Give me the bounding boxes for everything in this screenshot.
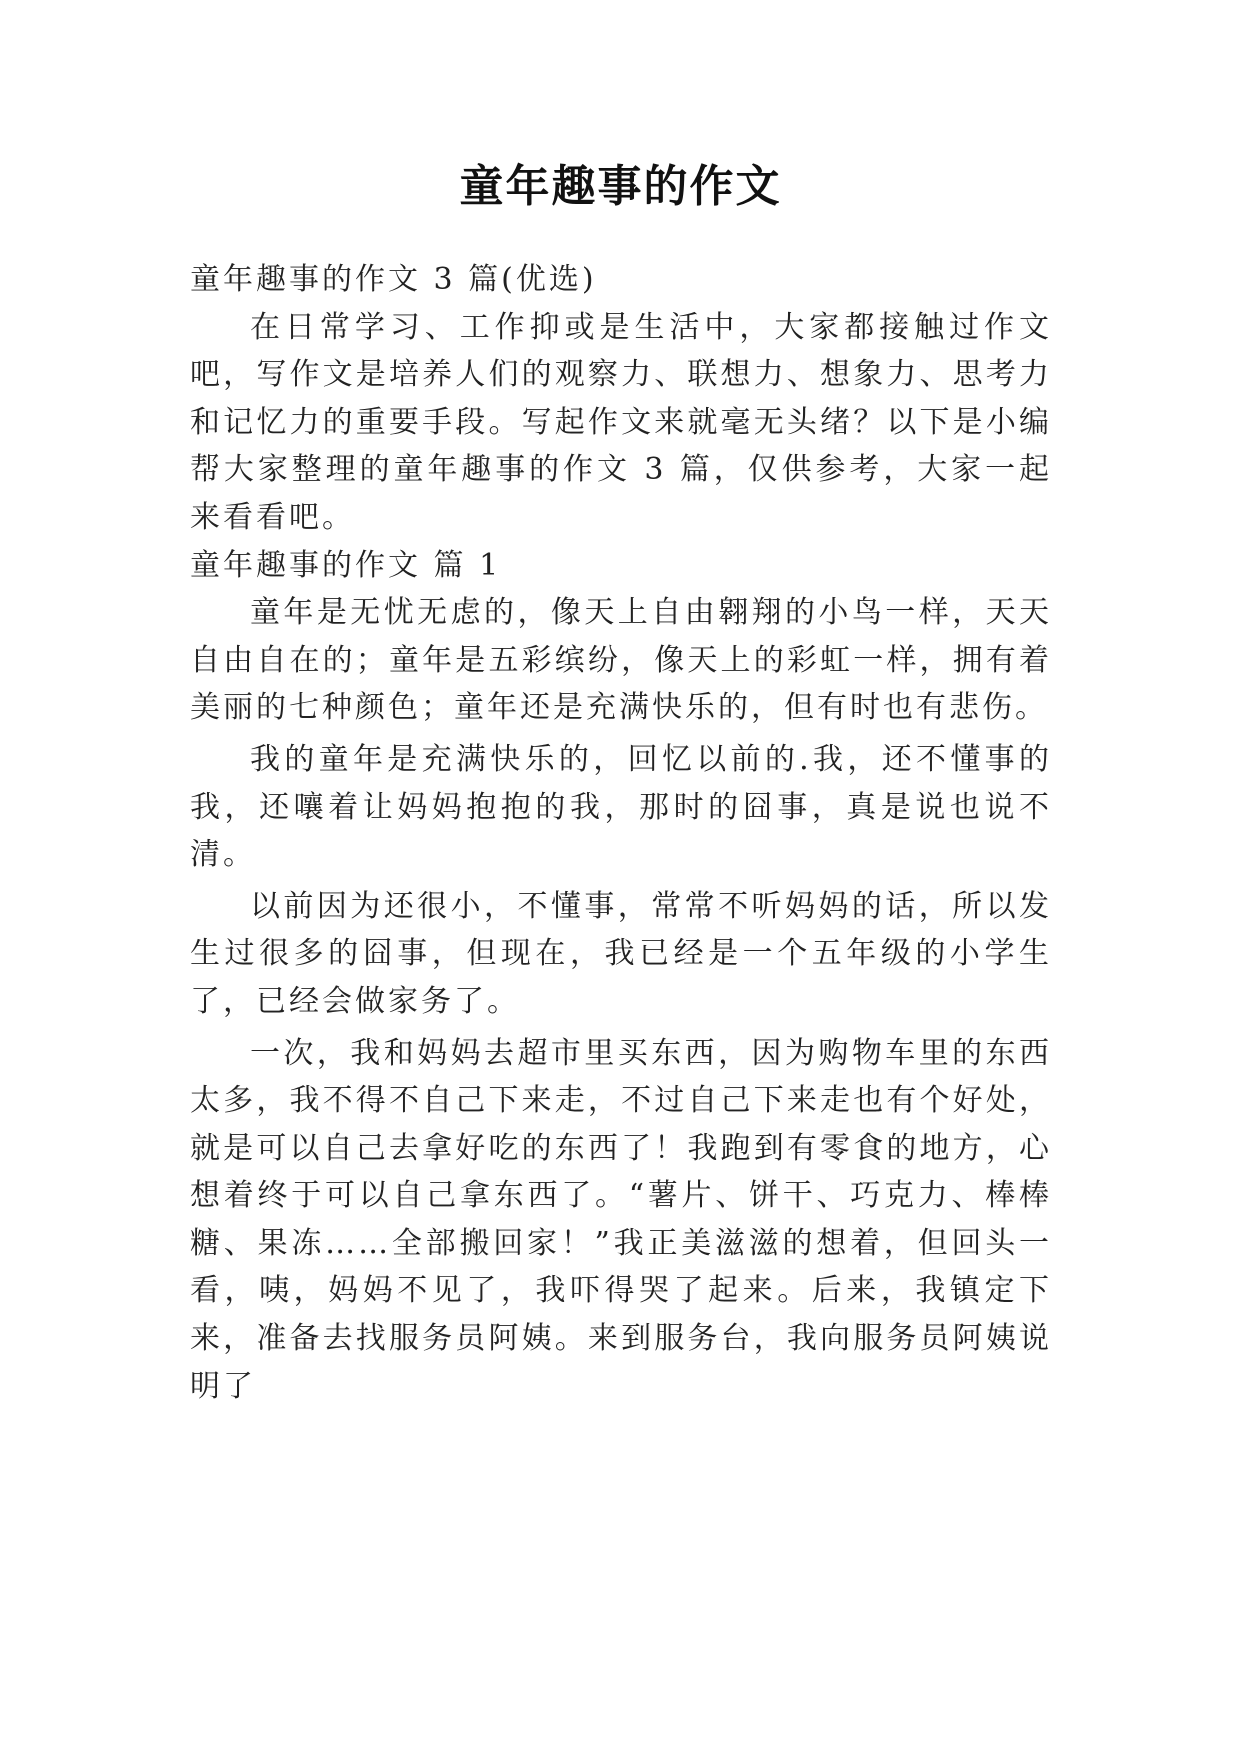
body-paragraph: 以前因为还很小，不懂事，常常不听妈妈的话，所以发生过很多的囧事，但现在，我已经是一个五年级的小学生了，已经会做家务了。: [190, 888, 1052, 1019]
document-body: [190, 256, 1052, 1410]
body-paragraph: 童年是无忧无虑的，像天上自由翱翔的小鸟一样，天天自由自在的；童年是五彩缤纷，像天上的彩虹一样，拥有着美丽的七种颜色；童年还是充满快乐的，但有时也有悲伤。: [190, 595, 1052, 726]
intro-paragraph: 在日常学习、工作抑或是生活中，大家都接触过作文吧，写作文是培养人们的观察力、联想力、想象力、思考力和记忆力的重要手段。写起作文来就毫无头绪？以下是小编帮大家整理的童年趣事的作文 3 篇，仅供参考，大家一起来看看吧。: [190, 309, 1052, 535]
document-title: 童年趣事的作文: [459, 161, 782, 212]
document-subtitle: 童年趣事的作文 3 篇(优选): [190, 262, 597, 297]
body-paragraph: 我的童年是充满快乐的，回忆以前的.我，还不懂事的我，还嚷着让妈妈抱抱的我，那时的囧事，真是说也说不清。: [190, 741, 1052, 873]
section-heading: 童年趣事的作文 篇 1: [190, 547, 502, 583]
body-paragraph: 一次，我和妈妈去超市里买东西，因为购物车里的东西太多，我不得不自己下来走，不过自己下来走也有个好处，就是可以自己去拿好吃的东西了！我跑到有零食的地方，心想着终于可以自己拿东西了。“薯片、饼干、巧克力、棒棒糖、果冻……全部搬回家！”我正美滋滋的想着，但回头一看，咦，妈妈不见了，我吓得哭了起来。后来，我镇定下来，准备去找服务员阿姨。来到服务台，我向服务员阿姨说明了: [190, 1035, 1052, 1404]
